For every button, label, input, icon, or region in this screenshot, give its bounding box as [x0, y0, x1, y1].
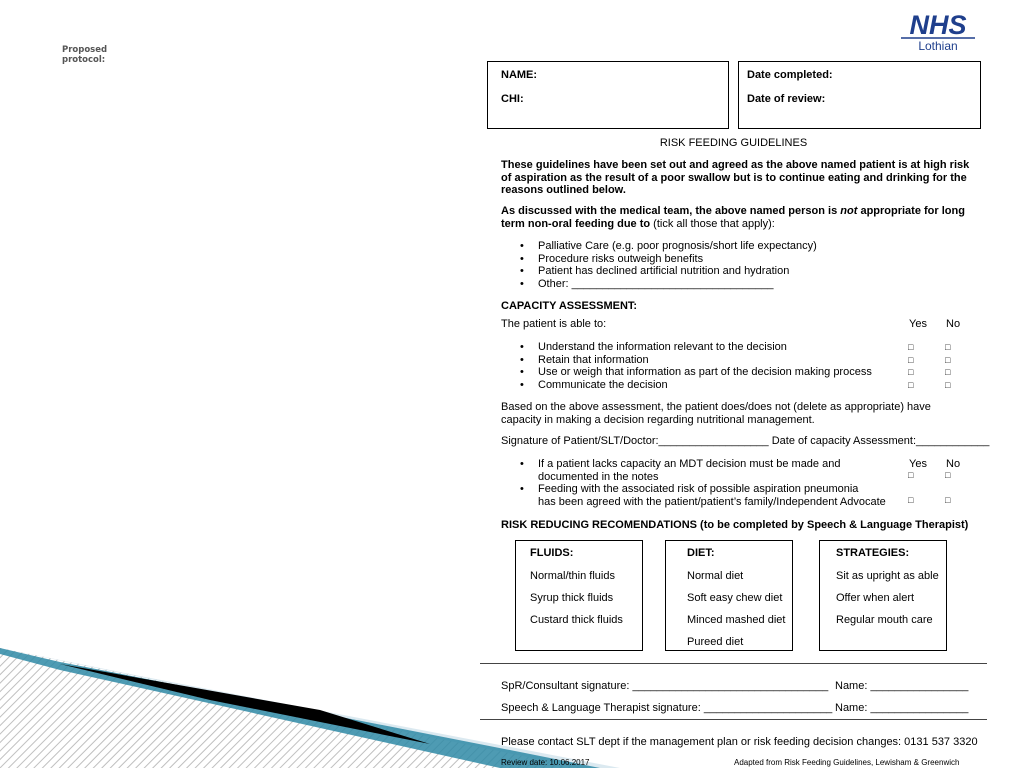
reason-item: • Patient has declined artificial nutrition and hydration	[538, 265, 789, 278]
contact-note: Please contact SLT dept if the management plan or risk feeding decision changes: 0131 537 3320	[501, 736, 978, 748]
discussed-tick-note: (tick all those that apply):	[650, 217, 775, 230]
divider	[480, 719, 987, 720]
date-completed-label: Date completed:	[747, 69, 833, 81]
discussed-not: not	[840, 205, 858, 217]
yes-column-label: Yes	[909, 458, 927, 470]
capacity-signature-line[interactable]: Signature of Patient/SLT/Doctor:__________________ Date of capacity Assessment:____________	[501, 435, 990, 447]
dates-box	[738, 61, 981, 129]
diet-box	[665, 540, 793, 651]
proposed-line-2: protocol:	[62, 55, 106, 65]
spr-name-line[interactable]: Name: ________________	[835, 680, 969, 692]
fluids-option[interactable]: Custard thick fluids	[530, 614, 623, 626]
proposed-protocol-note	[62, 45, 107, 65]
capacity-heading: CAPACITY ASSESSMENT:	[501, 300, 638, 312]
no-checkbox[interactable]: □	[945, 342, 951, 352]
lacks-capacity-item	[538, 458, 840, 483]
divider	[480, 663, 987, 664]
nhs-logo-icon	[895, 8, 981, 54]
diet-option[interactable]: Soft easy chew diet	[687, 592, 783, 604]
capacity-item: • Use or weigh that information as part of the decision making process	[538, 366, 872, 379]
strategies-heading: STRATEGIES:	[836, 547, 910, 559]
capacity-item: • Communicate the decision	[538, 379, 668, 392]
name-label: NAME:	[501, 69, 538, 81]
capacity-item: • Retain that information	[538, 354, 649, 367]
fluids-heading: FLUIDS:	[530, 547, 574, 559]
no-column-label: No	[946, 318, 961, 330]
lacks-line-1: • If a patient lacks capacity an MDT decision must be made and	[538, 458, 841, 470]
diet-option[interactable]: Minced mashed diet	[687, 614, 786, 626]
yes-checkbox[interactable]: □	[908, 495, 914, 505]
no-checkbox[interactable]: □	[945, 379, 951, 390]
lacks-line-2: documented in the notes	[538, 470, 659, 483]
no-checkbox[interactable]: □	[945, 354, 951, 365]
strategy-option[interactable]: Offer when alert	[836, 592, 915, 604]
feeding-agreed-item	[538, 483, 886, 508]
fluids-option[interactable]: Syrup thick fluids	[530, 592, 614, 604]
logo-nhs-text: NHS	[909, 10, 967, 40]
strategy-option[interactable]: Sit as upright as able	[836, 570, 939, 582]
discussed-part2: appropriate for long term non-oral feeding due to	[501, 205, 965, 230]
fluids-box	[515, 540, 643, 651]
patient-able-to: The patient is able to:	[501, 318, 607, 330]
nhs-lothian-logo	[895, 8, 981, 54]
strategy-option[interactable]: Regular mouth care	[836, 614, 933, 626]
yes-checkbox[interactable]: □	[908, 367, 914, 377]
diet-option[interactable]: Normal diet	[687, 570, 744, 582]
recommendations-heading: RISK REDUCING RECOMENDATIONS (to be completed by Speech & Language Therapist)	[501, 519, 969, 531]
based-on-paragraph: Based on the above assessment, the patient does/does not (delete as appropriate) have capacity in making a decision regarding nutritional management.	[501, 401, 931, 426]
intro-paragraph: These guidelines have been set out and agreed as the above named patient is at high risk of aspiration as the result of a poor swallow but is to continue eating and drinking for the reasons outlined below.	[501, 159, 970, 196]
patient-details-box	[487, 61, 729, 129]
capacity-item: • Understand the information relevant to the decision	[538, 341, 787, 354]
no-checkbox[interactable]: □	[945, 495, 951, 505]
slt-name-line[interactable]: Name: ________________	[835, 702, 969, 714]
chi-label: CHI:	[501, 93, 524, 105]
slt-signature-line[interactable]: Speech & Language Therapist signature: _____________________	[501, 702, 833, 714]
reason-item: • Other: _________________________________	[538, 278, 774, 291]
yes-checkbox[interactable]: □	[908, 342, 914, 352]
spr-signature-line[interactable]: SpR/Consultant signature: ________________________________	[501, 680, 829, 692]
discussed-paragraph	[501, 205, 971, 230]
yes-column-label: Yes	[909, 318, 927, 330]
no-checkbox[interactable]: □	[945, 367, 951, 377]
reason-item: • Palliative Care (e.g. poor prognosis/short life expectancy)	[538, 240, 817, 253]
fluids-option[interactable]: Normal/thin fluids	[530, 570, 615, 582]
yes-checkbox[interactable]: □	[908, 354, 914, 365]
adapted-from-note: Adapted from Risk Feeding Guidelines, Lewisham & Greenwich	[734, 758, 960, 767]
diet-heading: DIET:	[687, 547, 715, 559]
reason-item: • Procedure risks outweigh benefits	[538, 253, 703, 266]
page-title: RISK FEEDING GUIDELINES	[659, 137, 808, 149]
review-date: Review date: 10.06.2017	[501, 758, 590, 767]
discussed-part1: As discussed with the medical team, the above named person is	[501, 205, 841, 217]
strategies-box	[819, 540, 947, 651]
feeding-line-1: • Feeding with the associated risk of possible aspiration pneumonia	[538, 483, 859, 495]
proposed-line-1: Proposed	[62, 45, 108, 55]
no-checkbox[interactable]: □	[945, 470, 951, 480]
yes-checkbox[interactable]: □	[908, 379, 914, 390]
diet-option[interactable]: Pureed diet	[687, 636, 744, 648]
no-column-label: No	[946, 458, 961, 470]
logo-lothian-text: Lothian	[918, 39, 958, 53]
yes-checkbox[interactable]: □	[908, 470, 914, 480]
date-review-label: Date of review:	[747, 93, 826, 105]
feeding-line-2: has been agreed with the patient/patient’s family/Independent Advocate	[538, 495, 886, 508]
